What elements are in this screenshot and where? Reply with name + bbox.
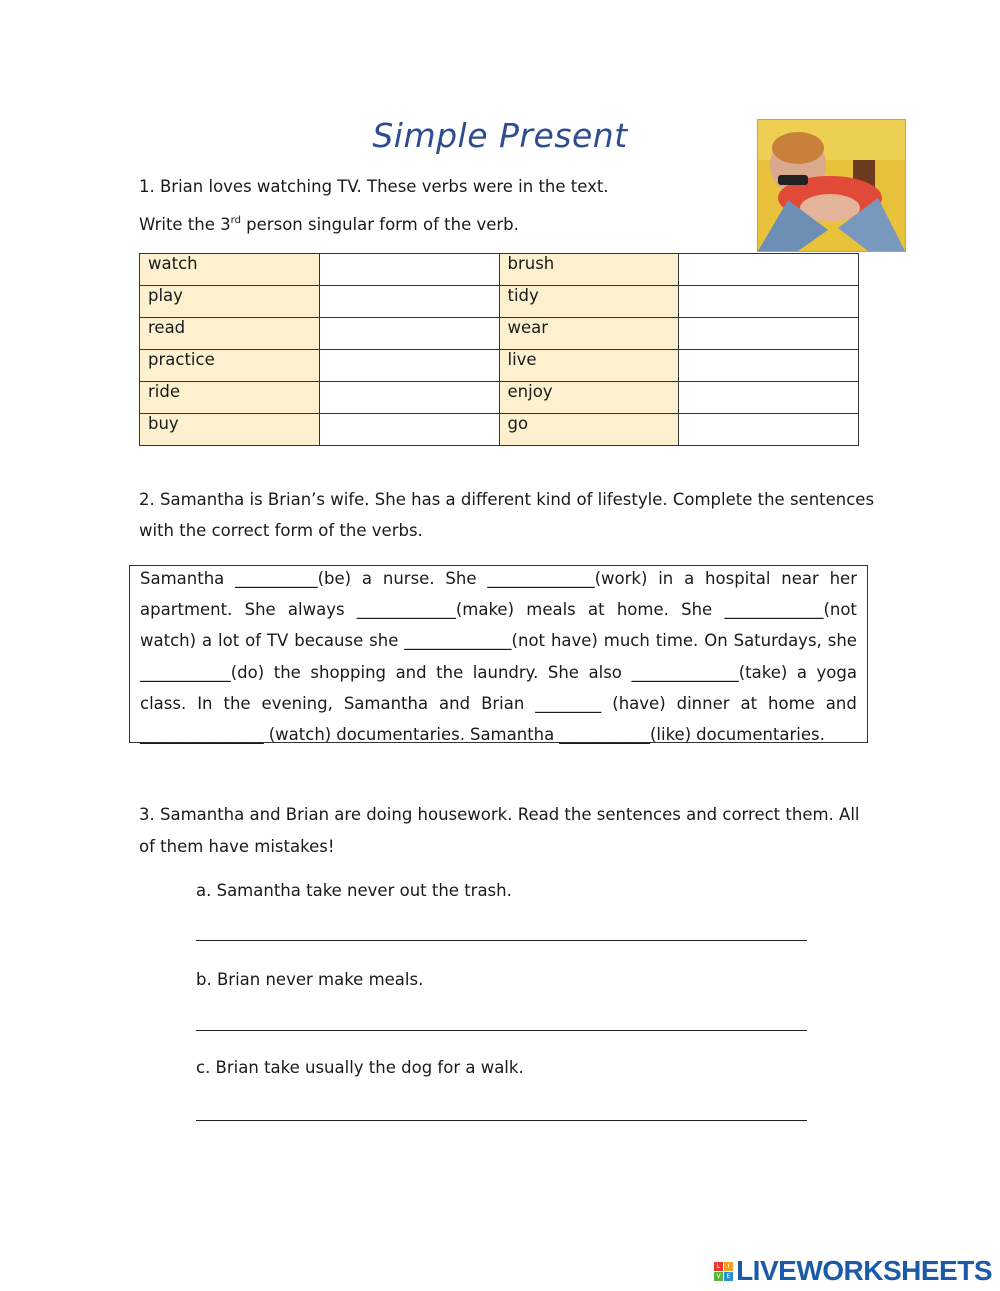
paragraph-word: dinner <box>676 693 730 713</box>
logo-tile: L <box>714 1262 723 1271</box>
paragraph-word[interactable]: _____________(not <box>404 631 546 651</box>
paragraph-word: and <box>825 693 857 713</box>
verb-row <box>140 318 859 350</box>
paragraph-word: at <box>740 693 758 713</box>
verb-cell: go <box>499 414 679 446</box>
paragraph-word[interactable]: _____________(work) <box>487 569 648 588</box>
answer-cell[interactable] <box>679 350 859 382</box>
paragraph-word: and <box>395 662 427 682</box>
paragraph-word: hospital <box>705 569 771 588</box>
paragraph-word: the <box>223 693 251 713</box>
verb-cell: wear <box>499 318 679 350</box>
verb-cell: practice <box>140 350 320 382</box>
answer-cell[interactable] <box>319 286 499 318</box>
logo-tile: V <box>714 1272 723 1281</box>
paragraph-word: have) <box>550 631 598 651</box>
paragraph-word: TV <box>266 631 289 651</box>
paragraph-word: because <box>294 631 364 651</box>
paragraph-word: yoga <box>816 662 857 682</box>
paragraph-word: in <box>658 569 674 588</box>
paragraph-word: She <box>681 600 713 620</box>
sentence-c: c. Brian take usually the dog for a walk. <box>196 1058 524 1077</box>
paragraph-word: lot <box>218 631 240 651</box>
exercise-3-instruction: 3. Samantha and Brian are doing housework. Read the sentences and correct them. All <box>139 805 860 824</box>
paragraph-word[interactable]: ________ <box>535 693 602 713</box>
paragraph-word: documentaries. <box>696 724 825 744</box>
paragraph-word: she <box>827 631 857 651</box>
verb-table <box>139 253 859 446</box>
photo-man-watching-tv <box>757 119 906 252</box>
paragraph-line <box>140 597 857 628</box>
paragraph-word: Samantha <box>343 693 429 713</box>
paragraph-line <box>140 628 857 659</box>
answer-line-c[interactable] <box>196 1120 807 1121</box>
answer-cell[interactable] <box>679 318 859 350</box>
logo-tile: I <box>724 1262 733 1271</box>
paragraph-word: laundry. <box>472 662 539 682</box>
paragraph-word: In <box>197 693 213 713</box>
paragraph-word: near <box>781 569 819 588</box>
paragraph-word: home <box>768 693 815 713</box>
paragraph-word[interactable]: ___________(do) <box>140 662 265 682</box>
sentence-a: a. Samantha take never out the trash. <box>196 881 512 900</box>
paragraph-line <box>140 691 857 722</box>
answer-line-a[interactable] <box>196 940 807 941</box>
paragraph-word: a <box>201 631 213 651</box>
paragraph-word: at <box>588 600 605 620</box>
paragraph-word: watch) <box>140 631 197 651</box>
verb-row <box>140 350 859 382</box>
paragraph-word: her <box>829 569 857 588</box>
page-title: Simple Present <box>372 116 628 155</box>
verb-cell: ride <box>140 382 320 414</box>
paragraph-word: much <box>603 631 650 651</box>
verb-cell: watch <box>140 254 320 286</box>
paragraph-word: documentaries. <box>336 724 465 744</box>
paragraph-word: time. <box>655 631 699 651</box>
answer-cell[interactable] <box>319 318 499 350</box>
paragraph-word: the <box>273 662 301 682</box>
paragraph-word: She <box>244 600 276 620</box>
exercise-2-instruction: 2. Samantha is Brian’s wife. She has a different kind of lifestyle. Complete the sentences <box>139 490 875 509</box>
paragraph-word: Samantha <box>469 724 555 744</box>
ordinal-suffix: rd <box>230 215 241 226</box>
paragraph-word: evening, <box>261 693 333 713</box>
answer-cell[interactable] <box>319 382 499 414</box>
answer-cell[interactable] <box>319 350 499 382</box>
paragraph-word: nurse. <box>382 569 435 588</box>
paragraph-line <box>140 660 857 691</box>
paragraph-word: meals <box>526 600 576 620</box>
verb-cell: read <box>140 318 320 350</box>
instruction-text: Write the 3 <box>139 215 231 234</box>
paragraph-word[interactable]: ___________(like) <box>559 724 692 744</box>
paragraph-word: a <box>361 569 373 588</box>
verb-row <box>140 286 859 318</box>
paragraph-word: of <box>245 631 261 651</box>
paragraph-word: She <box>445 569 477 588</box>
paragraph-word[interactable]: _______________ <box>140 724 264 744</box>
paragraph-word: home. <box>616 600 669 620</box>
logo-tiles <box>714 1262 733 1281</box>
answer-cell[interactable] <box>319 414 499 446</box>
answer-line-b[interactable] <box>196 1030 807 1031</box>
verb-cell: live <box>499 350 679 382</box>
paragraph-word: She <box>547 662 579 682</box>
answer-cell[interactable] <box>679 414 859 446</box>
answer-cell[interactable] <box>679 382 859 414</box>
paragraph-word: apartment. <box>140 600 233 620</box>
paragraph-word: Saturdays, <box>733 631 822 651</box>
paragraph-word: On <box>704 631 728 651</box>
paragraph-word: Brian <box>481 693 525 713</box>
paragraph-word: a <box>684 569 695 588</box>
paragraph-line <box>140 722 857 753</box>
verb-row <box>140 414 859 446</box>
paragraph-word: she <box>369 631 399 651</box>
logo-text: LIVEWORKSHEETS <box>736 1255 992 1286</box>
answer-cell[interactable] <box>319 254 499 286</box>
verb-cell: play <box>140 286 320 318</box>
paragraph-word: class. <box>140 693 187 713</box>
paragraph-word: and <box>439 693 471 713</box>
answer-cell[interactable] <box>679 286 859 318</box>
verb-cell: buy <box>140 414 320 446</box>
paragraph-line <box>140 566 857 597</box>
paragraph-word: Samantha <box>140 569 225 588</box>
verb-cell: enjoy <box>499 382 679 414</box>
liveworksheets-logo <box>714 1255 992 1287</box>
paragraph-word[interactable]: ____________(not <box>724 600 857 620</box>
paragraph-word: (have) <box>612 693 666 713</box>
paragraph-word[interactable]: ____________(make) <box>356 600 515 620</box>
verb-row <box>140 254 859 286</box>
paragraph-word: the <box>436 662 464 682</box>
verb-cell: tidy <box>499 286 679 318</box>
exercise-2-instruction-cont: with the correct form of the verbs. <box>139 521 423 540</box>
answer-cell[interactable] <box>679 254 859 286</box>
paragraph-word: also <box>588 662 622 682</box>
verb-cell: brush <box>499 254 679 286</box>
logo-tile: E <box>724 1272 733 1281</box>
instruction-text: person singular form of the verb. <box>240 215 519 234</box>
paragraph-word[interactable]: __________(be) <box>235 569 352 588</box>
paragraph-word: a <box>796 662 807 682</box>
exercise-1-instruction: 1. Brian loves watching TV. These verbs were in the text. <box>139 177 609 196</box>
paragraph-word: (watch) <box>268 724 332 744</box>
paragraph-word: always <box>287 600 345 620</box>
sentence-b: b. Brian never make meals. <box>196 970 424 989</box>
verb-row <box>140 382 859 414</box>
exercise-1-subinstruction <box>139 215 519 234</box>
exercise-3-instruction-cont: of them have mistakes! <box>139 837 335 856</box>
paragraph-word: shopping <box>310 662 387 682</box>
fill-in-paragraph <box>129 565 868 743</box>
paragraph-word[interactable]: _____________(take) <box>631 662 788 682</box>
